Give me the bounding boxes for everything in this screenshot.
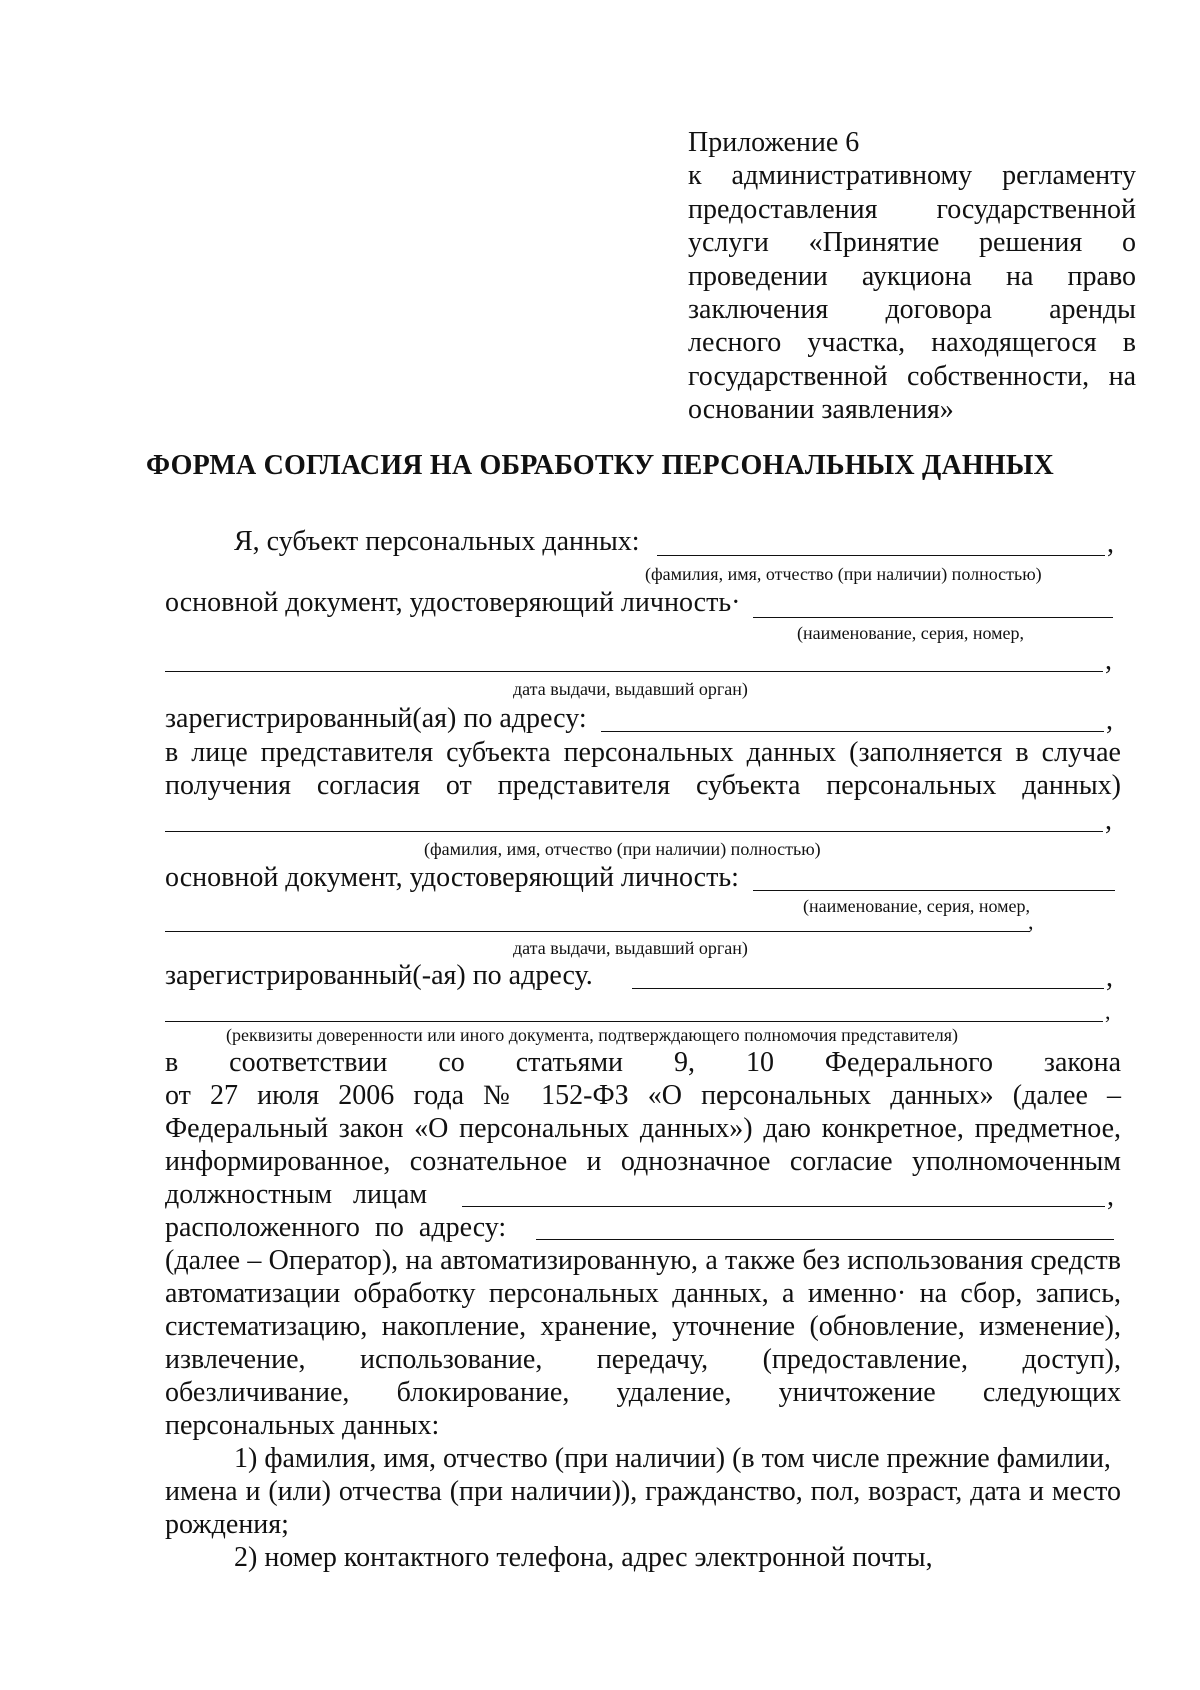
representative-address-label: зарегистрированный(-ая) по адресу. — [165, 960, 593, 991]
representative-line-2: получения согласия от представителя субъекта персональных данных) — [165, 770, 1121, 801]
representative-line-1: в лице представителя субъекта персональных данных (заполняется в случае — [165, 737, 1121, 768]
consent-line: информированное, сознательное и однозначное согласие уполномоченным — [165, 1146, 1121, 1177]
comma: , — [1107, 528, 1114, 559]
appendix-line: государственной собственности, на — [688, 360, 1136, 392]
appendix-line: проведении аукциона на право — [688, 260, 1136, 292]
officials-field[interactable] — [462, 1206, 1105, 1207]
representative-power-field[interactable] — [165, 1021, 1103, 1022]
representative-power-hint: (реквизиты доверенности или иного документа, подтверждающего полномочия представителя) — [226, 1025, 958, 1045]
comma: , — [1106, 705, 1113, 736]
subject-address-label: зарегистрированный(ая) по адресу: — [165, 703, 587, 734]
comma: , — [1028, 909, 1034, 934]
appendix-header — [688, 126, 1136, 427]
comma: , — [1105, 645, 1112, 676]
appendix-line: заключения договора аренды — [688, 294, 1136, 326]
consent-line: обезличивание, блокирование, удаление, уничтожение следующих — [165, 1377, 1121, 1408]
representative-doc-label: основной документ, удостоверяющий личность: — [165, 862, 739, 893]
subject-doc-hint-2: дата выдачи, выдавший орган) — [513, 679, 748, 699]
subject-doc-field[interactable] — [753, 617, 1113, 618]
list-item-1: 1) фамилия, имя, отчество (при наличии) (в том числе прежние фамилии, — [234, 1443, 1111, 1474]
comma: , — [1105, 805, 1112, 836]
representative-doc-hint-2: дата выдачи, выдавший орган) — [513, 938, 748, 958]
subject-doc-label: основной документ, удостоверяющий личность· — [165, 587, 741, 618]
consent-line: от 27 июля 2006 года № 152-ФЗ «О персональных данных» (далее – — [165, 1080, 1121, 1111]
appendix-line: к административному регламенту — [688, 160, 1136, 192]
operator-address-label: расположенного по адресу: — [165, 1212, 507, 1243]
appendix-line: основании заявления» — [688, 394, 954, 426]
list-item-2: 2) номер контактного телефона, адрес электронной почты, — [234, 1542, 933, 1573]
representative-doc-hint: (наименование, серия, номер, — [803, 896, 1031, 916]
operator-address-field[interactable] — [536, 1239, 1114, 1240]
comma: , — [1105, 999, 1111, 1024]
subject-label: Я, субъект персональных данных: — [234, 526, 640, 557]
representative-doc-field[interactable] — [753, 890, 1115, 891]
appendix-line: предоставления государственной — [688, 193, 1136, 225]
comma: , — [1107, 1181, 1114, 1212]
appendix-line: лесного участка, находящегося в — [688, 327, 1136, 359]
subject-name-field[interactable] — [657, 555, 1105, 556]
consent-line: извлечение, использование, передачу, (предоставление, доступ), — [165, 1344, 1121, 1375]
subject-doc-hint: (наименование, серия, номер, — [797, 623, 1025, 643]
comma: , — [1106, 962, 1113, 993]
representative-doc-field-2[interactable] — [165, 931, 1030, 932]
consent-line: автоматизации обработку персональных данных, а именно· на сбор, запись, — [165, 1278, 1121, 1309]
officials-label: должностным лицам — [165, 1179, 428, 1210]
list-item-1-cont: рождения; — [165, 1509, 289, 1540]
subject-address-field[interactable] — [601, 731, 1104, 732]
consent-line: персональных данных: — [165, 1410, 440, 1441]
consent-line: Федеральный закон «О персональных данных») даю конкретное, предметное, — [165, 1113, 1121, 1144]
appendix-line: услуги «Принятие решения о — [688, 227, 1136, 259]
representative-name-hint: (фамилия, имя, отчество (при наличии) полностью) — [424, 839, 821, 859]
list-item-1-cont: имена и (или) отчества (при наличии)), гражданство, пол, возраст, дата и место — [165, 1476, 1121, 1507]
representative-name-field[interactable] — [165, 831, 1103, 832]
representative-address-field[interactable] — [632, 988, 1104, 989]
subject-doc-field-2[interactable] — [165, 671, 1103, 672]
appendix-number: Приложение 6 — [688, 127, 860, 158]
form-title: ФОРМА СОГЛАСИЯ НА ОБРАБОТКУ ПЕРСОНАЛЬНЫХ ДАННЫХ — [146, 450, 1054, 481]
consent-line: систематизацию, накопление, хранение, уточнение (обновление, изменение), — [165, 1311, 1121, 1342]
subject-name-hint: (фамилия, имя, отчество (при наличии) полностью) — [645, 564, 1042, 584]
consent-line: (далее – Оператор), на автоматизированную, а также без использования средств — [165, 1245, 1121, 1276]
consent-line: в соответствии со статьями 9, 10 Федерального закона — [165, 1047, 1121, 1078]
